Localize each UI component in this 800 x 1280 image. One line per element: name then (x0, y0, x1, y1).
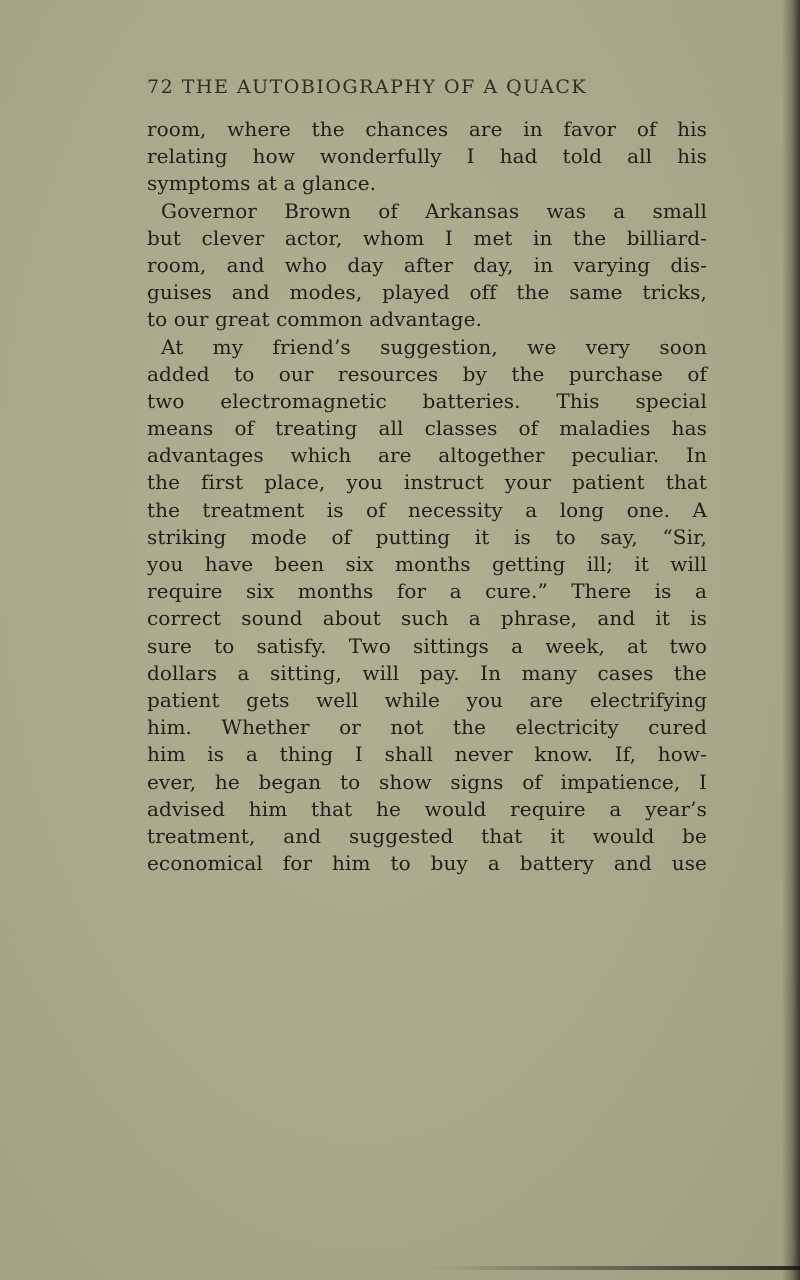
text-line: At my friend’s suggestion, we very soon (161, 334, 707, 359)
text-line: the first place, you instruct your patient that (147, 470, 707, 495)
text-line: ever, he began to show signs of impatience, I (147, 769, 707, 794)
text-line: patient gets well while you are electrifying (147, 687, 707, 712)
text-line: economical for him to buy a battery and use (147, 851, 707, 876)
text-line: means of treating all classes of maladies has (147, 416, 707, 441)
text-line: the treatment is of necessity a long one. A (147, 497, 707, 522)
page-edge-shadow (782, 0, 800, 1280)
text-line: dollars a sitting, will pay. In many cases the (147, 660, 707, 685)
text-line: him. Whether or not the electricity cured (147, 715, 707, 740)
text-line: require six months for a cure.” There is a (147, 579, 707, 604)
text-line: guises and modes, played off the same tricks, (147, 280, 707, 305)
text-line: room, where the chances are in favor of his (147, 117, 707, 141)
text-line: advised him that he would require a year’s (147, 796, 707, 821)
text-line: him is a thing I shall never know. If, how- (147, 742, 707, 767)
text-line: but clever actor, whom I met in the billiard- (147, 225, 707, 250)
text-line: correct sound about such a phrase, and it is (147, 606, 707, 631)
body-text (147, 116, 707, 877)
text-line: treatment, and suggested that it would be (147, 823, 707, 848)
text-line: added to our resources by the purchase of (147, 361, 707, 386)
text-line: Governor Brown of Arkansas was a small (161, 198, 707, 223)
text-line: symptoms at a glance. (147, 171, 377, 196)
text-line: sure to satisfy. Two sittings a week, at two (147, 633, 707, 658)
text-line: relating how wonderfully I had told all his (147, 144, 707, 169)
running-head: 72 THE AUTOBIOGRAPHY OF A QUACK (147, 76, 588, 98)
text-line: advantages which are altogether peculiar. In (147, 443, 707, 468)
page-bottom-edge (430, 1266, 800, 1270)
text-line: room, and who day after day, in varying dis- (147, 252, 707, 277)
text-line: striking mode of putting it is to say, “Sir, (147, 524, 707, 549)
text-line: you have been six months getting ill; it will (147, 552, 707, 576)
text-line: two electromagnetic batteries. This special (147, 388, 707, 413)
text-line: to our great common advantage. (147, 307, 483, 332)
